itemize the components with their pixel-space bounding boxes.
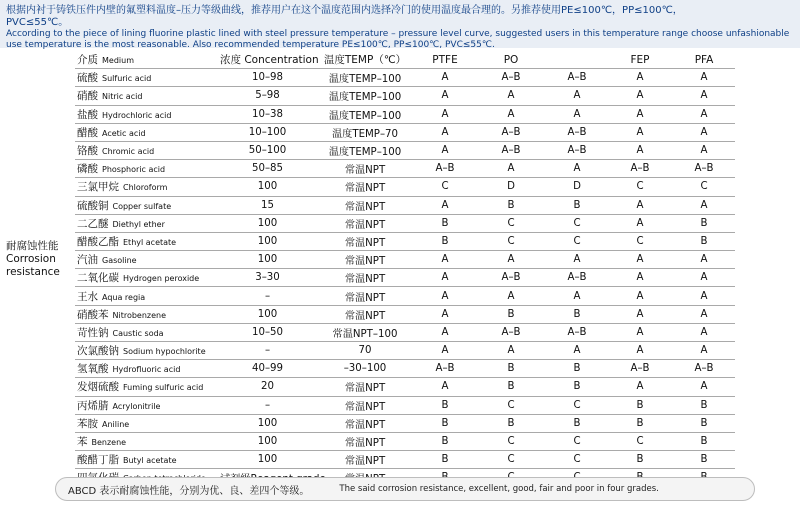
pfa-rating-cell: A (673, 251, 735, 269)
medium-cell (75, 269, 220, 287)
ptfe-rating-cell: A (415, 323, 475, 341)
po-rating-cell: C (475, 432, 547, 450)
unlabeled-rating-cell: C (547, 214, 607, 232)
table-row (75, 414, 735, 432)
medium-name-en: Chloroform (123, 183, 168, 193)
medium-name-en: Phosphoric acid (102, 165, 166, 175)
ptfe-rating-cell: A (415, 105, 475, 123)
medium-name-en: Chromic acid (102, 147, 155, 157)
po-rating-cell: A–B (475, 141, 547, 159)
medium-name-en: Hydrofluoric acid (112, 365, 181, 375)
medium-name-zh: 丙烯腈 (77, 399, 109, 412)
temperature-cell: 温度TEMP–100 (315, 105, 415, 123)
concentration-cell: – (220, 287, 315, 305)
ptfe-rating-cell: B (415, 214, 475, 232)
medium-name-zh: 汽油 (77, 254, 98, 267)
table-row (75, 323, 735, 341)
medium-cell (75, 396, 220, 414)
po-rating-cell: C (475, 232, 547, 250)
medium-name-en: Copper sulfate (112, 201, 172, 211)
po-rating-cell: A (475, 87, 547, 105)
medium-name-zh: 硫酸 (77, 72, 98, 85)
table-row (75, 87, 735, 105)
medium-cell (75, 214, 220, 232)
pfa-rating-cell: A–B (673, 160, 735, 178)
medium-cell (75, 178, 220, 196)
fep-rating-cell: A (607, 69, 673, 87)
unlabeled-rating-cell: C (547, 432, 607, 450)
unlabeled-rating-cell: A (547, 160, 607, 178)
medium-name-en: Aniline (102, 419, 130, 429)
medium-cell (75, 196, 220, 214)
temperature-cell: 常温NPT (315, 378, 415, 396)
concentration-cell: 100 (220, 414, 315, 432)
po-rating-cell: A (475, 287, 547, 305)
header-po: PO (475, 51, 547, 69)
fep-rating-cell: B (607, 451, 673, 469)
medium-name-zh: 醋酸乙酯 (77, 235, 119, 248)
header-temp: 温度TEMP（℃） (315, 51, 415, 69)
medium-name-en: Nitrobenzene (112, 310, 167, 320)
fep-rating-cell: A (607, 123, 673, 141)
header-concentration: 浓度 Concentration (220, 51, 315, 69)
table-body (75, 69, 735, 487)
table-row (75, 141, 735, 159)
medium-name-en: Butyl acetate (123, 456, 177, 466)
table-row (75, 360, 735, 378)
unlabeled-rating-cell: A–B (547, 141, 607, 159)
table-row (75, 269, 735, 287)
temperature-cell: 常温NPT (315, 305, 415, 323)
unlabeled-rating-cell: C (547, 232, 607, 250)
table-row (75, 396, 735, 414)
fep-rating-cell: A (607, 287, 673, 305)
ptfe-rating-cell: B (415, 414, 475, 432)
table-row (75, 69, 735, 87)
fep-rating-cell: A–B (607, 160, 673, 178)
side-label-en-2: resistance (6, 266, 60, 278)
medium-cell (75, 123, 220, 141)
pfa-rating-cell: C (673, 178, 735, 196)
footer-text-zh: ABCD 表示耐腐蚀性能，分别为优、良、差四个等级。 (68, 485, 310, 497)
table-row (75, 451, 735, 469)
unlabeled-rating-cell: D (547, 178, 607, 196)
ptfe-rating-cell: C (415, 178, 475, 196)
medium-name-zh: 三氯甲烷 (77, 181, 119, 194)
pfa-rating-cell: B (673, 451, 735, 469)
header-ptfe: PTFE (415, 51, 475, 69)
ptfe-rating-cell: A (415, 342, 475, 360)
table-row (75, 287, 735, 305)
intro-panel (0, 0, 800, 48)
table-row (75, 232, 735, 250)
temperature-cell: –30–100 (315, 360, 415, 378)
table-row (75, 105, 735, 123)
concentration-cell: 5–98 (220, 87, 315, 105)
concentration-cell: 100 (220, 432, 315, 450)
fep-rating-cell: A (607, 141, 673, 159)
unlabeled-rating-cell: A (547, 105, 607, 123)
ptfe-rating-cell: B (415, 232, 475, 250)
temperature-cell: 70 (315, 342, 415, 360)
medium-name-en: Aqua regia (102, 292, 146, 302)
header-blank (547, 51, 607, 69)
medium-name-zh: 盐酸 (77, 108, 98, 121)
table-row (75, 160, 735, 178)
fep-rating-cell: A (607, 305, 673, 323)
concentration-cell: 10–100 (220, 123, 315, 141)
medium-name-zh: 次氯酸钠 (77, 345, 119, 358)
table-row (75, 214, 735, 232)
header-medium-en: Medium (102, 56, 134, 66)
ptfe-rating-cell: A–B (415, 360, 475, 378)
concentration-cell: 20 (220, 378, 315, 396)
footer-text-en: The said corrosion resistance, excellent, good, fair and poor in four grades. (339, 484, 659, 494)
table-row (75, 305, 735, 323)
po-rating-cell: C (475, 396, 547, 414)
temperature-cell: 常温NPT (315, 414, 415, 432)
pfa-rating-cell: A (673, 305, 735, 323)
fep-rating-cell: A (607, 251, 673, 269)
medium-name-zh: 醋酸 (77, 126, 98, 139)
po-rating-cell: C (475, 451, 547, 469)
medium-cell (75, 160, 220, 178)
unlabeled-rating-cell: A (547, 342, 607, 360)
medium-name-en: Nitric acid (102, 92, 143, 102)
po-rating-cell: B (475, 305, 547, 323)
side-label-zh: 耐腐蚀性能 (6, 240, 59, 252)
medium-name-zh: 二氧化碳 (77, 272, 119, 285)
medium-cell (75, 360, 220, 378)
ptfe-rating-cell: A (415, 196, 475, 214)
po-rating-cell: A–B (475, 323, 547, 341)
concentration-cell: 100 (220, 232, 315, 250)
medium-cell (75, 451, 220, 469)
fep-rating-cell: C (607, 178, 673, 196)
ptfe-rating-cell: A (415, 269, 475, 287)
medium-name-en: Hydrogen peroxide (123, 274, 200, 284)
table-row (75, 123, 735, 141)
intro-text-en-1: According to the piece of lining fluorine plastic lined with steel pressure temperature – pressure level curve, suggested users in this temperature range choose unfashionable (6, 29, 790, 39)
unlabeled-rating-cell: B (547, 196, 607, 214)
pfa-rating-cell: B (673, 432, 735, 450)
pfa-rating-cell: A–B (673, 360, 735, 378)
pfa-rating-cell: A (673, 323, 735, 341)
unlabeled-rating-cell: A–B (547, 69, 607, 87)
fep-rating-cell: B (607, 396, 673, 414)
medium-cell (75, 414, 220, 432)
ptfe-rating-cell: A (415, 305, 475, 323)
table-row (75, 378, 735, 396)
header-medium-zh: 介质 (77, 54, 98, 67)
ptfe-rating-cell: A (415, 123, 475, 141)
pfa-rating-cell: A (673, 196, 735, 214)
unlabeled-rating-cell: A–B (547, 123, 607, 141)
concentration-cell: 15 (220, 196, 315, 214)
pfa-rating-cell: B (673, 414, 735, 432)
unlabeled-rating-cell: B (547, 414, 607, 432)
po-rating-cell: B (475, 414, 547, 432)
concentration-cell: 10–98 (220, 69, 315, 87)
concentration-cell: 10–38 (220, 105, 315, 123)
fep-rating-cell: C (607, 232, 673, 250)
unlabeled-rating-cell: C (547, 396, 607, 414)
fep-rating-cell: A (607, 214, 673, 232)
fep-rating-cell: A (607, 269, 673, 287)
medium-name-en: Sodium hypochlorite (123, 347, 206, 357)
po-rating-cell: A (475, 342, 547, 360)
medium-name-en: Hydrochloric acid (102, 110, 172, 120)
po-rating-cell: A (475, 251, 547, 269)
ptfe-rating-cell: B (415, 432, 475, 450)
temperature-cell: 常温NPT (315, 196, 415, 214)
intro-text-en-2: use temperature is the most reasonable. Also recommended temperature PE≤100℃, PP≤100℃, PVC≤55℃. (6, 40, 495, 50)
medium-name-zh: 王水 (77, 290, 98, 303)
medium-name-zh: 二乙醚 (77, 217, 109, 230)
medium-cell (75, 378, 220, 396)
table-row (75, 178, 735, 196)
header-fep: FEP (607, 51, 673, 69)
temperature-cell: 温度TEMP–100 (315, 69, 415, 87)
medium-cell (75, 251, 220, 269)
table-row (75, 196, 735, 214)
temperature-cell: 温度TEMP–100 (315, 87, 415, 105)
concentration-cell: 40–99 (220, 360, 315, 378)
intro-text-zh: 根据内衬于铸铁压件内壁的氟塑料温度–压力等级曲线，推荐用户在这个温度范围内选择冷门的使用温度最合理的。另推荐使用PE≤100℃，PP≤100℃， (6, 5, 683, 16)
medium-cell (75, 141, 220, 159)
medium-name-en: Sulfuric acid (102, 74, 152, 84)
medium-name-en: Acrylonitrile (112, 401, 161, 411)
fep-rating-cell: C (607, 432, 673, 450)
medium-cell (75, 105, 220, 123)
pfa-rating-cell: A (673, 287, 735, 305)
pfa-rating-cell: A (673, 141, 735, 159)
po-rating-cell: A (475, 160, 547, 178)
pfa-rating-cell: A (673, 69, 735, 87)
temperature-cell: 温度TEMP–100 (315, 141, 415, 159)
concentration-cell: 100 (220, 178, 315, 196)
medium-name-en: Ethyl acetate (123, 237, 177, 247)
pfa-rating-cell: A (673, 269, 735, 287)
concentration-cell: 100 (220, 305, 315, 323)
footer-note (55, 477, 755, 501)
medium-name-zh: 酸醋丁脂 (77, 454, 119, 467)
medium-name-zh: 苛性钠 (77, 326, 109, 339)
unlabeled-rating-cell: A (547, 87, 607, 105)
ptfe-rating-cell: A (415, 378, 475, 396)
temperature-cell: 常温NPT (315, 287, 415, 305)
temperature-cell: 常温NPT (315, 396, 415, 414)
pfa-rating-cell: B (673, 396, 735, 414)
concentration-cell: 100 (220, 214, 315, 232)
temperature-cell: 常温NPT (315, 269, 415, 287)
fep-rating-cell: A (607, 323, 673, 341)
unlabeled-rating-cell: A (547, 251, 607, 269)
fep-rating-cell: A (607, 378, 673, 396)
pfa-rating-cell: B (673, 214, 735, 232)
medium-name-en: Acetic acid (102, 128, 146, 138)
concentration-cell: 10–50 (220, 323, 315, 341)
fep-rating-cell: B (607, 414, 673, 432)
medium-name-zh: 硫酸铜 (77, 199, 109, 212)
pfa-rating-cell: A (673, 87, 735, 105)
temperature-cell: 常温NPT (315, 178, 415, 196)
ptfe-rating-cell: B (415, 451, 475, 469)
concentration-cell: – (220, 396, 315, 414)
concentration-cell: 100 (220, 251, 315, 269)
unlabeled-rating-cell: A–B (547, 269, 607, 287)
unlabeled-rating-cell: B (547, 378, 607, 396)
concentration-cell: 50–100 (220, 141, 315, 159)
concentration-cell: 50–85 (220, 160, 315, 178)
po-rating-cell: A–B (475, 69, 547, 87)
fep-rating-cell: A (607, 342, 673, 360)
po-rating-cell: B (475, 378, 547, 396)
temperature-cell: 常温NPT–100 (315, 323, 415, 341)
medium-name-zh: 发烟硫酸 (77, 381, 119, 394)
temperature-cell: 温度TEMP–70 (315, 123, 415, 141)
temperature-cell: 常温NPT (315, 214, 415, 232)
fep-rating-cell: A (607, 87, 673, 105)
table-row (75, 342, 735, 360)
ptfe-rating-cell: A (415, 251, 475, 269)
medium-name-en: Caustic soda (112, 328, 164, 338)
unlabeled-rating-cell: B (547, 360, 607, 378)
medium-name-en: Diethyl ether (112, 219, 165, 229)
ptfe-rating-cell: A (415, 141, 475, 159)
header-pfa: PFA (673, 51, 735, 69)
medium-name-zh: 硝酸 (77, 90, 98, 103)
medium-name-zh: 磷酸 (77, 163, 98, 176)
po-rating-cell: A–B (475, 123, 547, 141)
medium-cell (75, 432, 220, 450)
pfa-rating-cell: A (673, 123, 735, 141)
medium-cell (75, 305, 220, 323)
medium-name-zh: 铬酸 (77, 145, 98, 158)
intro-text-zh-2: PVC≤55℃。 (6, 17, 69, 28)
ptfe-rating-cell: A (415, 287, 475, 305)
medium-cell (75, 342, 220, 360)
concentration-cell: 100 (220, 451, 315, 469)
temperature-cell: 常温NPT (315, 432, 415, 450)
medium-cell (75, 323, 220, 341)
fep-rating-cell: A (607, 105, 673, 123)
medium-name-en: Benzene (91, 438, 127, 448)
pfa-rating-cell: A (673, 378, 735, 396)
side-label (6, 240, 72, 279)
fep-rating-cell: A–B (607, 360, 673, 378)
medium-name-en: Fuming sulfuric acid (123, 383, 204, 393)
pfa-rating-cell: B (673, 232, 735, 250)
medium-name-zh: 苯胺 (77, 417, 98, 430)
temperature-cell: 常温NPT (315, 232, 415, 250)
table-header-row (75, 51, 735, 69)
ptfe-rating-cell: A (415, 87, 475, 105)
ptfe-rating-cell: A–B (415, 160, 475, 178)
pfa-rating-cell: A (673, 342, 735, 360)
medium-name-zh: 氢氧酸 (77, 363, 109, 376)
medium-cell (75, 287, 220, 305)
fep-rating-cell: A (607, 196, 673, 214)
unlabeled-rating-cell: B (547, 305, 607, 323)
medium-name-zh: 苯 (77, 436, 88, 449)
po-rating-cell: C (475, 214, 547, 232)
header-medium (75, 51, 220, 69)
po-rating-cell: B (475, 360, 547, 378)
concentration-cell: – (220, 342, 315, 360)
unlabeled-rating-cell: A (547, 287, 607, 305)
unlabeled-rating-cell: A–B (547, 323, 607, 341)
medium-cell (75, 69, 220, 87)
temperature-cell: 常温NPT (315, 160, 415, 178)
concentration-cell: 3–30 (220, 269, 315, 287)
temperature-cell: 常温NPT (315, 251, 415, 269)
po-rating-cell: B (475, 196, 547, 214)
medium-cell (75, 87, 220, 105)
po-rating-cell: A (475, 105, 547, 123)
po-rating-cell: A–B (475, 269, 547, 287)
corrosion-table (75, 51, 735, 488)
table-row (75, 432, 735, 450)
ptfe-rating-cell: A (415, 69, 475, 87)
temperature-cell: 常温NPT (315, 451, 415, 469)
table-row (75, 251, 735, 269)
medium-name-en: Gasoline (102, 256, 137, 266)
medium-name-zh: 硝酸苯 (77, 308, 109, 321)
ptfe-rating-cell: B (415, 396, 475, 414)
unlabeled-rating-cell: C (547, 451, 607, 469)
pfa-rating-cell: A (673, 105, 735, 123)
po-rating-cell: D (475, 178, 547, 196)
side-label-en-1: Corrosion (6, 253, 56, 265)
medium-cell (75, 232, 220, 250)
